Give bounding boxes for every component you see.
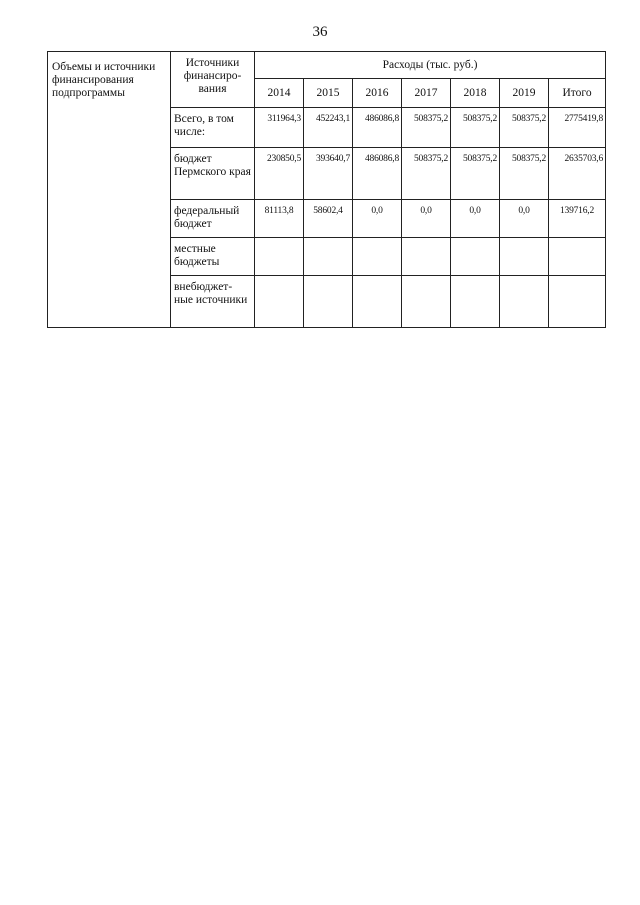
value-cell: 393640,7	[304, 148, 353, 200]
value-cell	[402, 238, 451, 276]
year-header: 2019	[500, 79, 549, 108]
value-cell: 0,0	[500, 200, 549, 238]
year-header: 2014	[255, 79, 304, 108]
value-cell: 508375,2	[500, 108, 549, 148]
total-cell	[549, 238, 606, 276]
value-cell: 486086,8	[353, 108, 402, 148]
value-cell: 311964,3	[255, 108, 304, 148]
value-cell: 486086,8	[353, 148, 402, 200]
row-label: федеральный бюджет	[171, 200, 255, 238]
row-label: Всего, в том числе:	[171, 108, 255, 148]
value-cell: 58602,4	[304, 200, 353, 238]
value-cell	[353, 276, 402, 328]
year-header: 2017	[402, 79, 451, 108]
value-cell	[500, 276, 549, 328]
value-cell: 508375,2	[500, 148, 549, 200]
value-cell: 0,0	[402, 200, 451, 238]
value-cell	[255, 276, 304, 328]
header-row-expenses	[48, 52, 606, 79]
total-cell: 2775419,8	[549, 108, 606, 148]
value-cell: 81113,8	[255, 200, 304, 238]
value-cell: 230850,5	[255, 148, 304, 200]
value-cell: 508375,2	[402, 108, 451, 148]
value-cell: 508375,2	[451, 108, 500, 148]
value-cell: 0,0	[353, 200, 402, 238]
financing-table	[47, 51, 606, 328]
value-cell	[353, 238, 402, 276]
total-header: Итого	[549, 79, 606, 108]
row-label: внебюджет-ные источники	[171, 276, 255, 328]
value-cell	[402, 276, 451, 328]
page-number: 36	[312, 24, 328, 40]
value-cell	[451, 238, 500, 276]
year-header: 2015	[304, 79, 353, 108]
year-header: 2016	[353, 79, 402, 108]
value-cell	[451, 276, 500, 328]
value-cell: 508375,2	[402, 148, 451, 200]
value-cell	[304, 276, 353, 328]
total-cell: 139716,2	[549, 200, 606, 238]
total-cell	[549, 276, 606, 328]
total-cell: 2635703,6	[549, 148, 606, 200]
value-cell	[304, 238, 353, 276]
value-cell: 508375,2	[451, 148, 500, 200]
value-cell	[255, 238, 304, 276]
row-label: бюджет Пермского края	[171, 148, 255, 200]
subprogram-financing-label: Объемы и источники финансирования подпрограммы	[48, 52, 171, 328]
expenses-header: Расходы (тыс. руб.)	[255, 52, 606, 79]
sources-header: Источники финансиро-вания	[171, 52, 255, 108]
value-cell: 452243,1	[304, 108, 353, 148]
year-header: 2018	[451, 79, 500, 108]
value-cell: 0,0	[451, 200, 500, 238]
value-cell	[500, 238, 549, 276]
row-label: местные бюджеты	[171, 238, 255, 276]
